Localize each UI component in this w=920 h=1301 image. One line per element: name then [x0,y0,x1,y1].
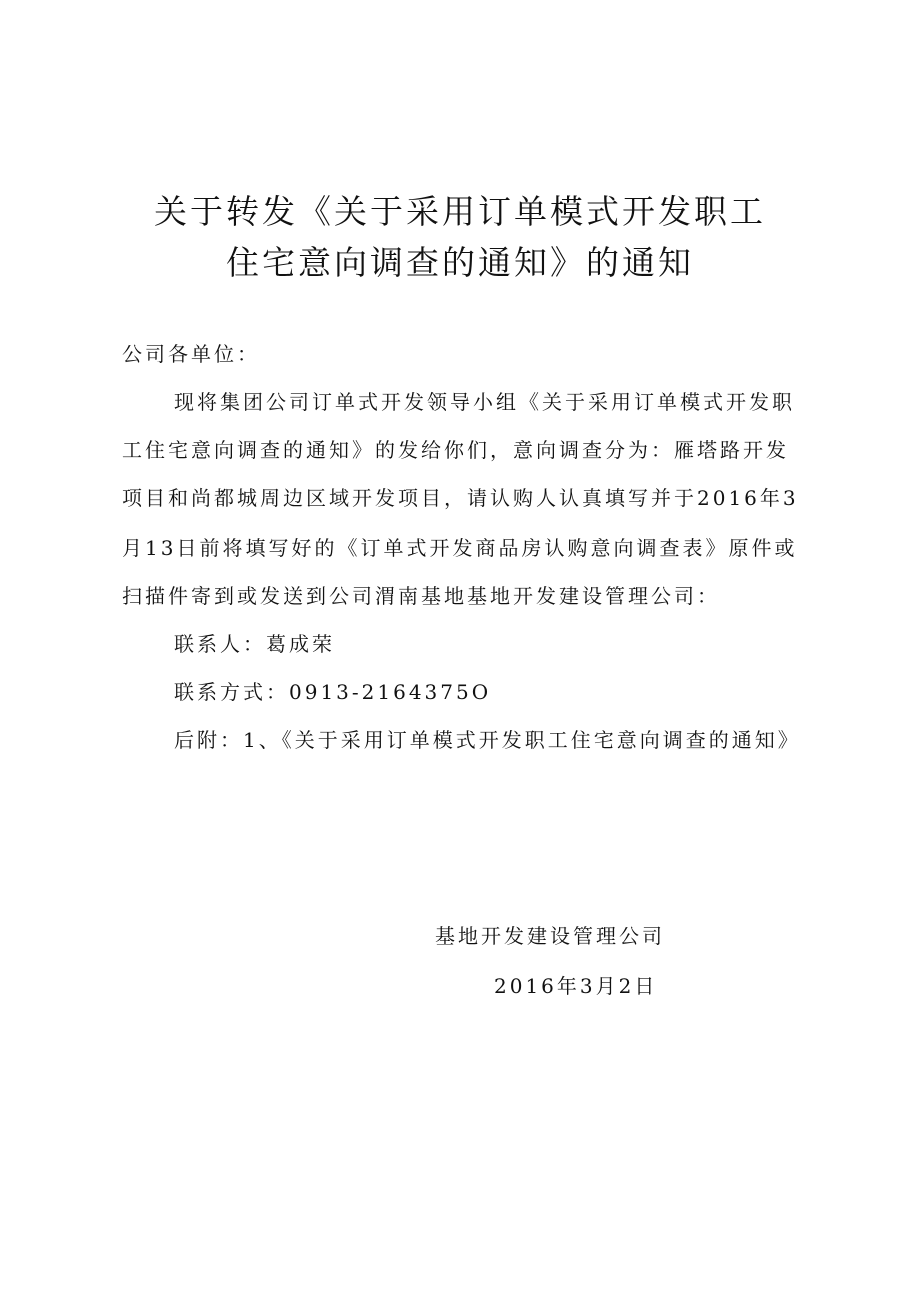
signature-date: 2016年3月2日 [494,974,658,998]
contact-person: 联系人：葛成荣 [174,632,335,656]
body-line-3: 项目和尚都城周边区域开发项目，请认购人认真填写并于2016年3 [122,486,799,510]
document-title-line-1: 关于转发《关于采用订单模式开发职工 [154,192,766,231]
body-line-1: 现将集团公司订单式开发领导小组《关于采用订单模式开发职 [174,390,795,414]
attachment-note: 后附：1、《关于采用订单模式开发职工住宅意向调查的通知》 [174,728,801,752]
contact-phone: 联系方式：0913-2164375O [174,680,492,704]
signature-organization: 基地开发建设管理公司 [435,924,665,948]
salutation: 公司各单位： [122,342,260,366]
body-line-4: 月13日前将填写好的《订单式开发商品房认购意向调查表》原件或 [122,536,798,560]
document-title-line-2: 住宅意向调查的通知》的通知 [226,243,694,282]
body-line-2: 工住宅意向调查的通知》的发给你们，意向调查分为：雁塔路开发 [122,438,789,462]
body-line-5: 扫描件寄到或发送到公司渭南基地基地开发建设管理公司： [122,584,720,608]
